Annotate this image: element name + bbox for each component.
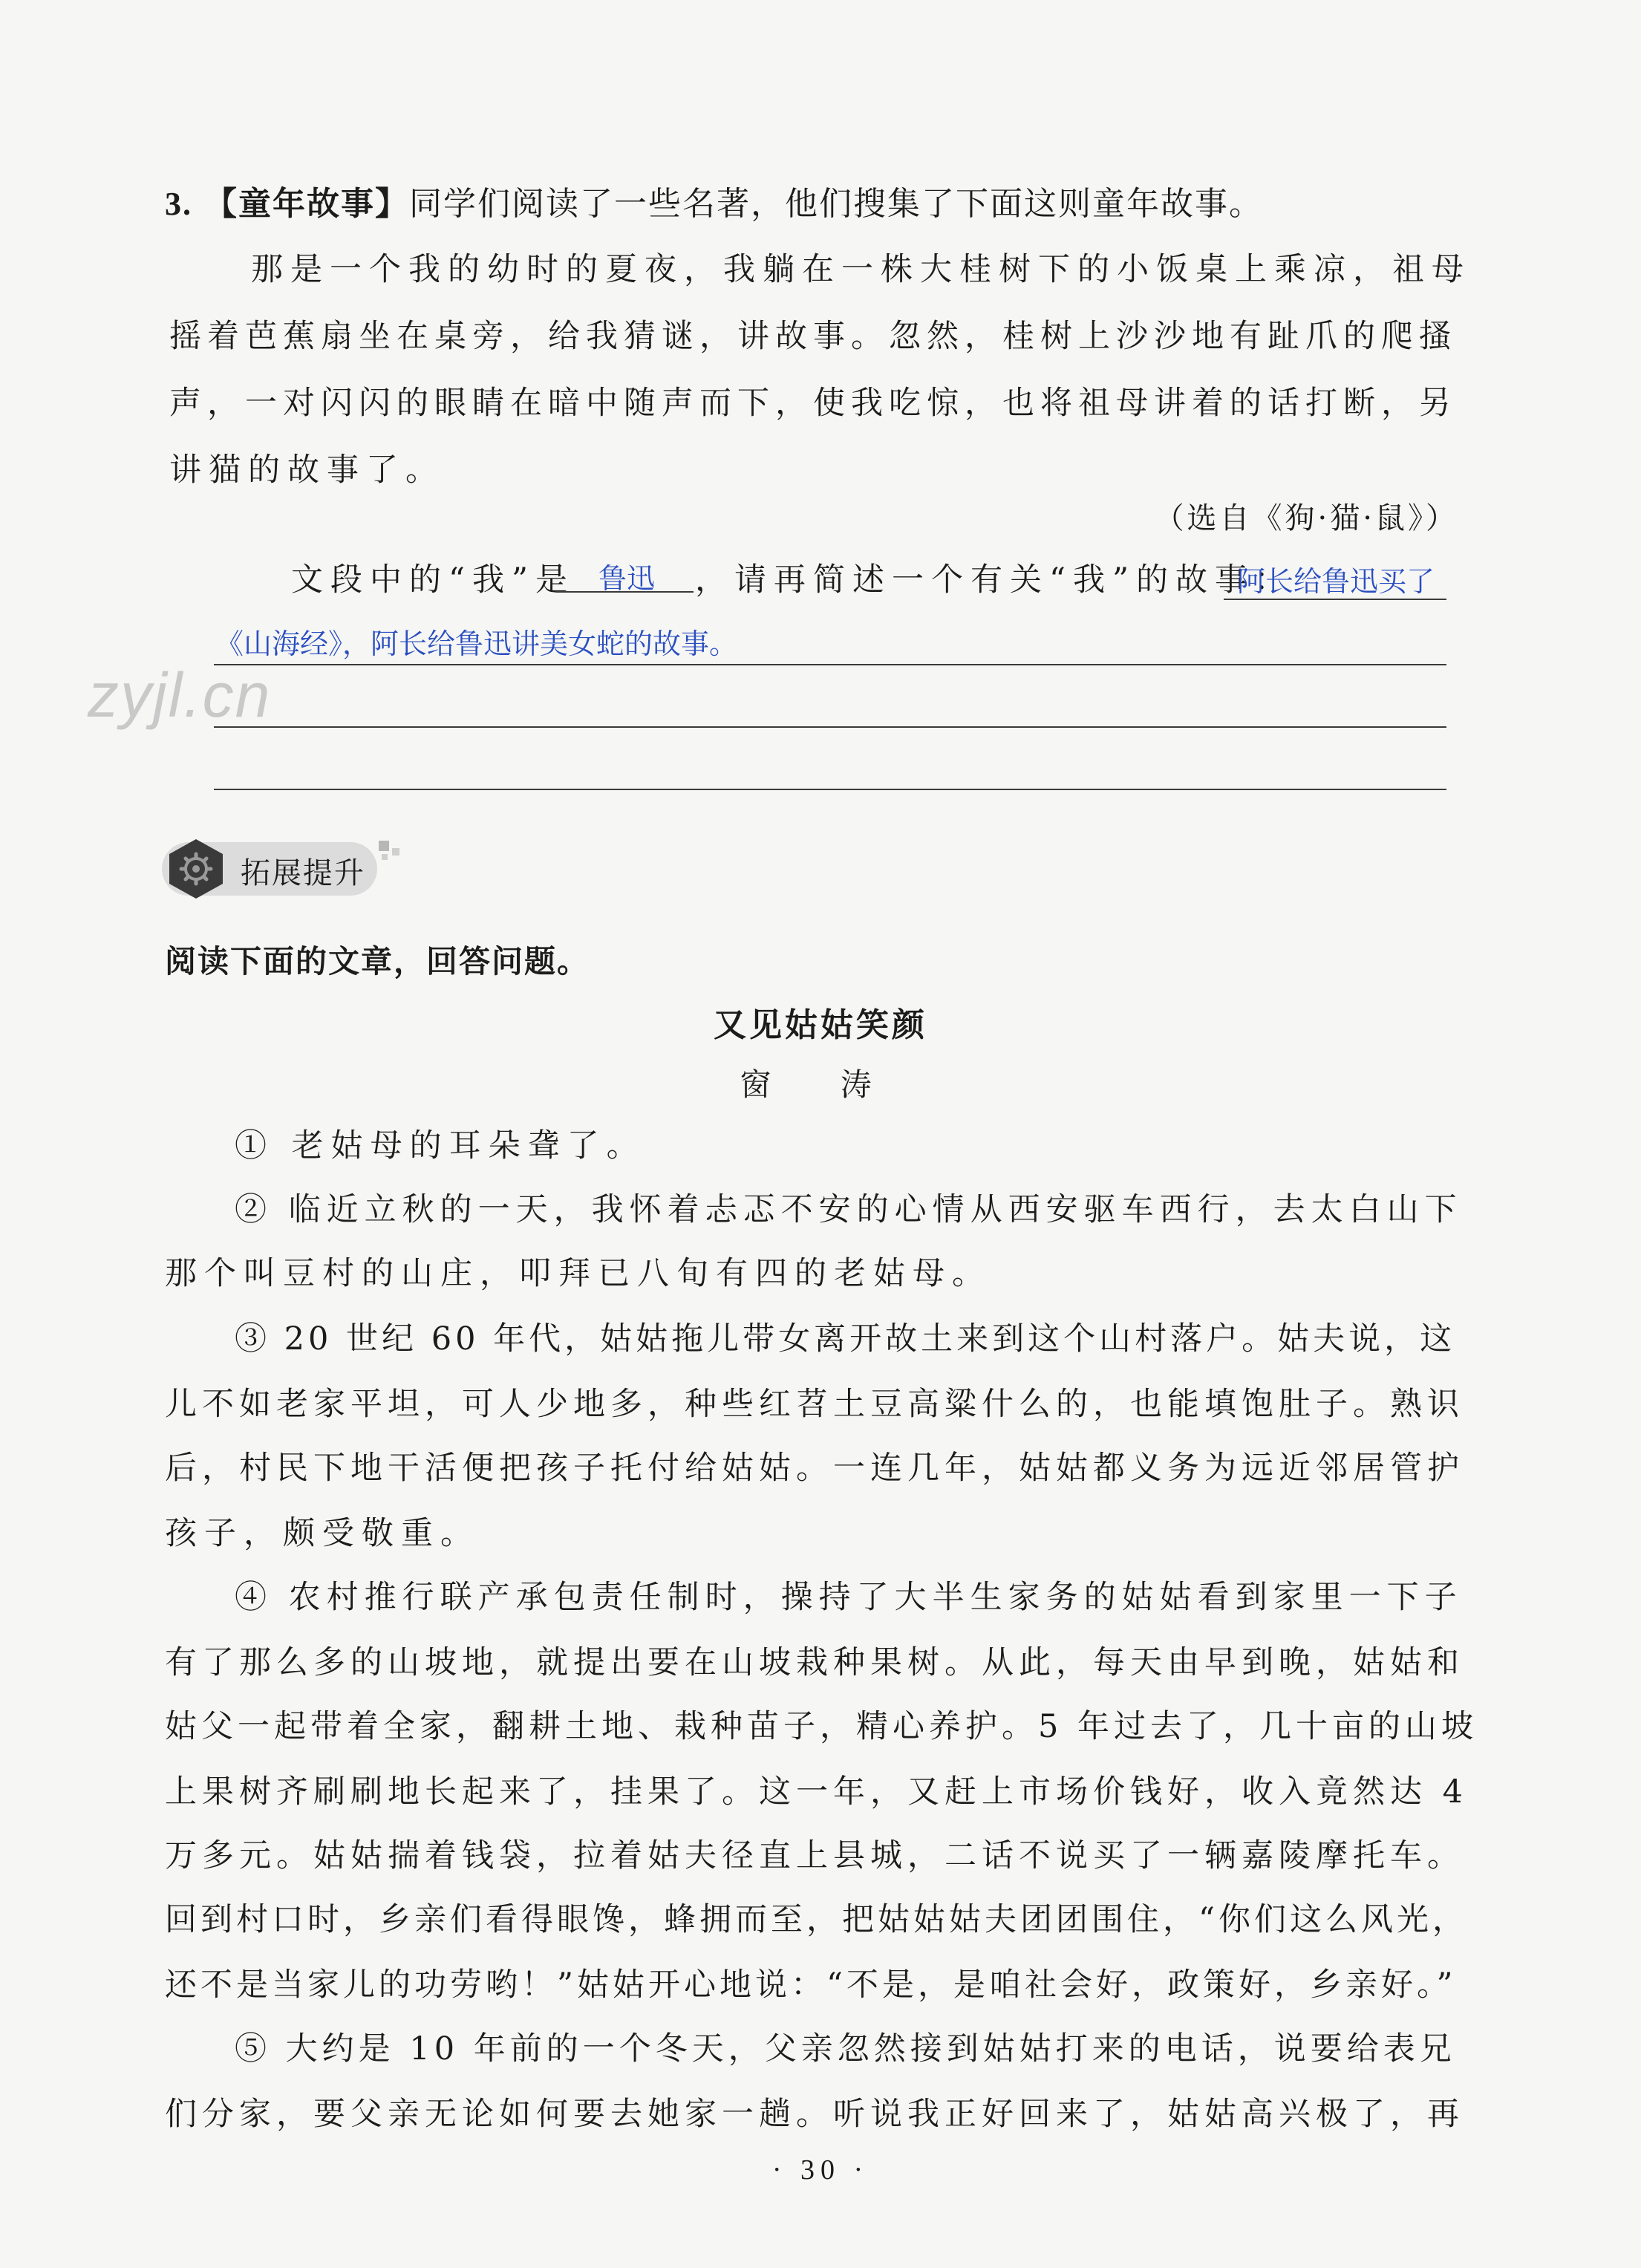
passage-line: 讲猫的故事了。 — [169, 452, 445, 489]
article-line: 后，村民下地干活便把孩子托付给姑姑。一连几年，姑姑都义务为远近邻居管护 — [165, 1450, 1464, 1487]
decor-square — [392, 848, 399, 856]
article-line: 儿不如老家平坦，可人少地多，种些红苕土豆高粱什么的，也能填饱肚子。熟识 — [165, 1386, 1464, 1423]
article-line: 回到村口时，乡亲们看得眼馋，蜂拥而至，把姑姑姑夫团团围住，“你们这么风光， — [165, 1901, 1468, 1938]
answer-line — [1224, 599, 1446, 600]
question-3-header — [165, 177, 1263, 224]
passage-source: （选自《狗·猫·鼠》） — [1154, 501, 1458, 535]
reading-instruction: 阅读下面的文章，回答问题。 — [165, 943, 590, 980]
watermark: zyjl.cn — [88, 660, 272, 730]
article-author: 窗 涛 — [740, 1066, 901, 1103]
decor-square — [382, 854, 388, 860]
question-prompt: 同学们阅读了一些名著，他们搜集了下面这则童年故事。 — [409, 185, 1263, 223]
article-line: 孩子，颇受敬重。 — [165, 1515, 480, 1552]
passage-line: 摇着芭蕉扇坐在桌旁，给我猜谜，讲故事。忽然，桂树上沙沙地有趾爪的爬搔 — [169, 318, 1457, 355]
answer-who-underline — [555, 591, 694, 593]
article-line: ② 临近立秋的一天，我怀着忐忑不安的心情从西安驱车西行，去太白山下 — [235, 1191, 1463, 1228]
passage-line: 声，一对闪闪的眼睛在暗中随声而下，使我吃惊，也将祖母讲着的话打断，另 — [169, 385, 1457, 422]
section-label: 拓展提升 — [241, 856, 365, 890]
answer-line — [214, 664, 1446, 665]
decor-square — [379, 841, 389, 851]
article-line: ① 老姑母的耳朵聋了。 — [235, 1127, 646, 1164]
answer-who[interactable]: 鲁迅 — [598, 564, 656, 595]
answer-line — [214, 726, 1446, 728]
question-number: 3. — [165, 186, 192, 222]
article-line: 姑父一起带着全家，翻耕土地、栽种苗子，精心养护。5 年过去了，几十亩的山坡 — [165, 1708, 1478, 1745]
article-line: 那个叫豆村的山庄，叩拜已八旬有四的老姑母。 — [165, 1255, 991, 1292]
section-badge — [162, 838, 399, 900]
passage-line: 那是一个我的幼时的夏夜，我躺在一株大桂树下的小饭桌上乘凉，祖母 — [251, 251, 1471, 288]
page-number: · 30 · — [771, 2154, 870, 2186]
question-tag: 【童年故事】 — [204, 185, 409, 223]
article-line: ⑤ 大约是 10 年前的一个冬天，父亲忽然接到姑姑打来的电话，说要给表兄 — [235, 2030, 1456, 2067]
article-line: 还不是当家儿的功劳哟！”姑姑开心地说：“不是，是咱社会好，政策好，乡亲好。” — [165, 1966, 1457, 2004]
answer-story-line-2[interactable]: 《山海经》，阿长给鲁迅讲美女蛇的故事。 — [215, 629, 738, 660]
gear-hexagon-icon — [165, 838, 227, 900]
question-part-2: ，请再简述一个有关“我”的故事： — [695, 561, 1293, 599]
article-line: 上果树齐刷刷地长起来了，挂果了。这一年，又赶上市场价钱好，收入竟然达 4 — [165, 1773, 1469, 1811]
answer-story-line-1[interactable]: 阿长给鲁迅买了 — [1237, 567, 1435, 598]
answer-line — [214, 789, 1446, 790]
article-line: ③ 20 世纪 60 年代，姑姑拖儿带女离开故土来到这个山村落户。姑夫说，这 — [235, 1320, 1456, 1358]
article-line: ④ 农村推行联产承包责任制时，操持了大半生家务的姑姑看到家里一下子 — [235, 1579, 1463, 1616]
article-line: 有了那么多的山坡地，就提出要在山坡栽种果树。从此，每天由早到晚，姑姑和 — [165, 1644, 1464, 1681]
article-line: 万多元。姑姑揣着钱袋，拉着姑夫径直上县城，二话不说买了一辆嘉陵摩托车。 — [165, 1837, 1464, 1874]
article-title: 又见姑姑笑颜 — [714, 1006, 927, 1044]
question-part-1: 文段中的“我”是 — [291, 561, 575, 599]
article-line: 们分家，要父亲无论如何要去她家一趟。听说我正好回来了，姑姑高兴极了，再 — [165, 2096, 1464, 2133]
